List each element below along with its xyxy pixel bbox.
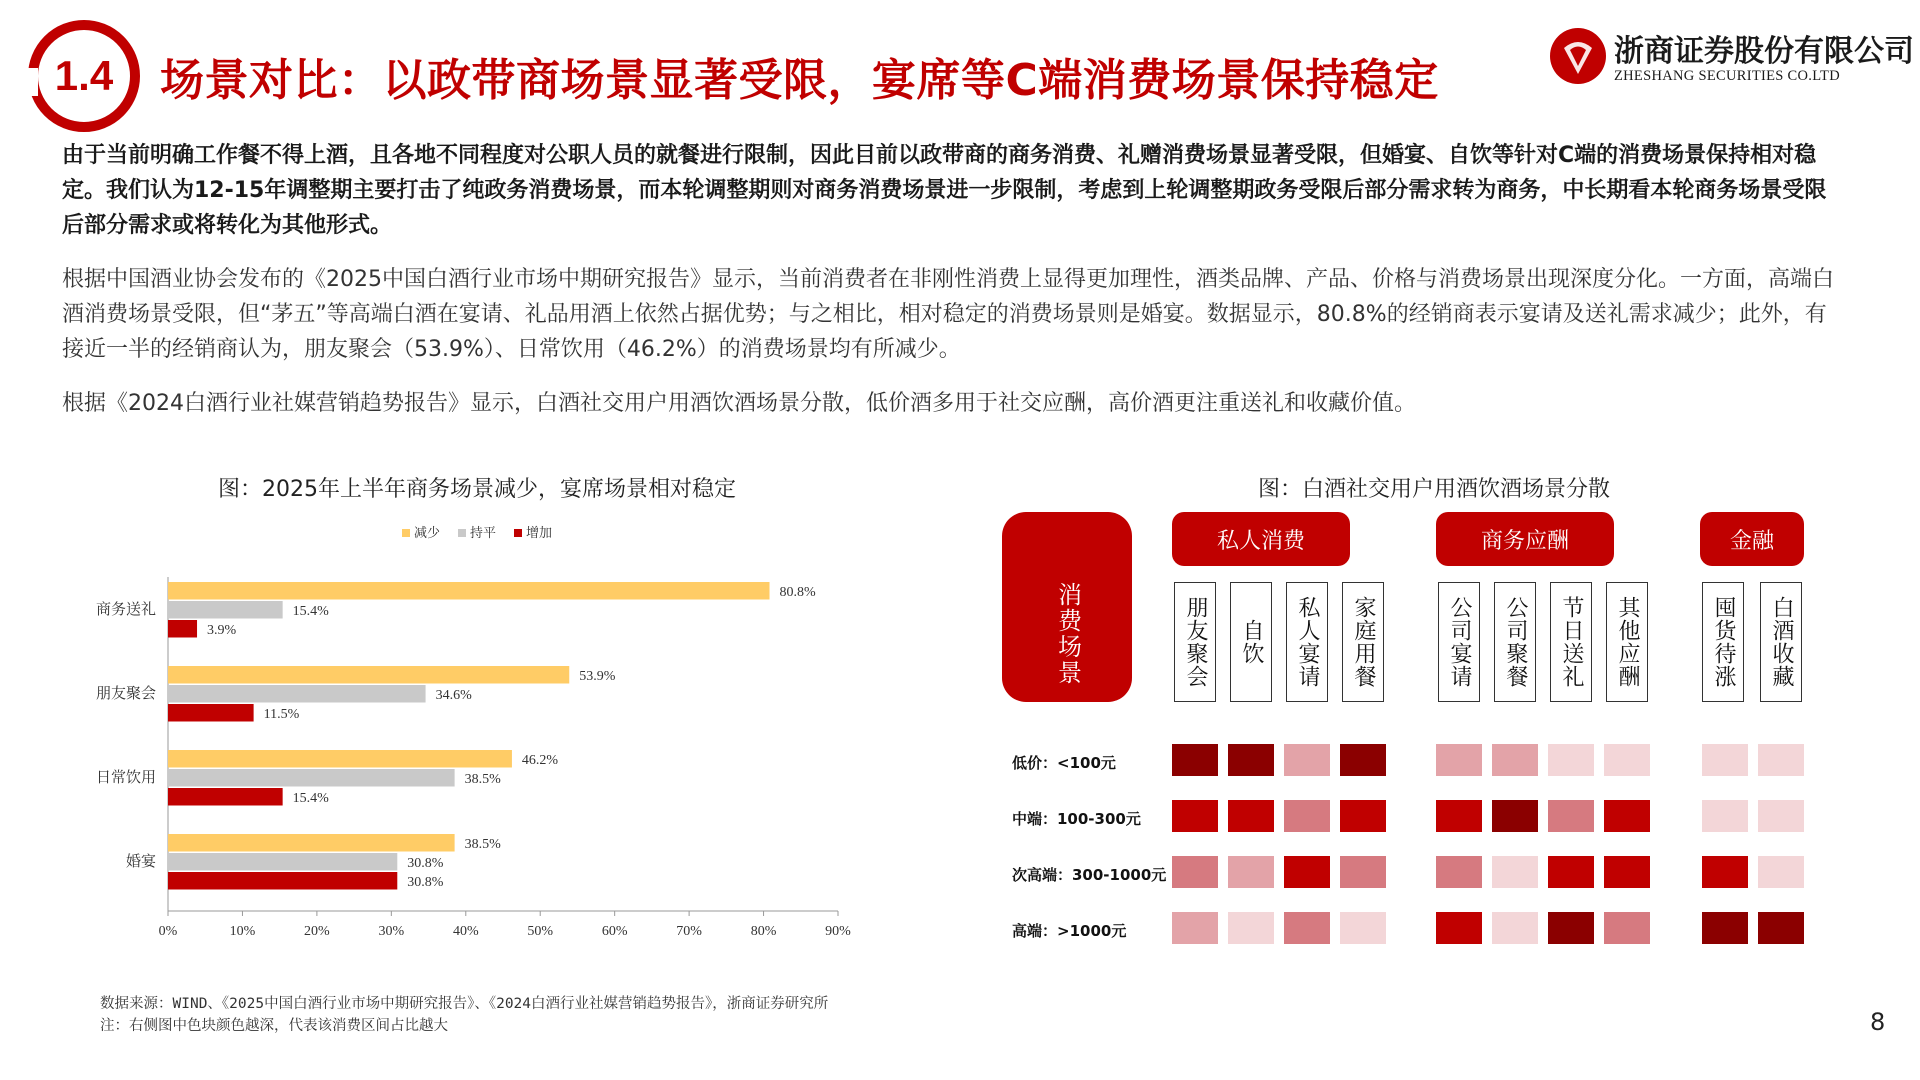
scene-label: 节日送礼 <box>1559 596 1584 688</box>
data-label: 11.5% <box>263 707 300 722</box>
scene-label: 朋友聚会 <box>1183 596 1208 688</box>
legend-swatch-0 <box>402 529 410 537</box>
scene-label: 公司聚餐 <box>1503 596 1528 688</box>
intensity-cell <box>1284 912 1330 944</box>
x-tick-label: 90% <box>825 924 851 939</box>
bar-持平 <box>168 853 397 871</box>
intensity-cell <box>1492 744 1538 776</box>
scene-label: 私人宴请 <box>1295 596 1320 688</box>
intensity-cell <box>1172 856 1218 888</box>
intensity-cell <box>1702 912 1748 944</box>
intensity-cell <box>1172 800 1218 832</box>
intensity-cell <box>1284 744 1330 776</box>
intensity-cell <box>1604 912 1650 944</box>
bar-chart <box>60 515 880 945</box>
page-title: 场景对比：以政带商场景显著受限，宴席等C端消费场景保持稳定 <box>160 55 1439 106</box>
intensity-cell <box>1340 800 1386 832</box>
section-number-badge <box>28 20 140 132</box>
diagram-title: 图：白酒社交用户用酒饮酒场景分散 <box>1258 477 1611 502</box>
x-tick-label: 70% <box>676 924 702 939</box>
x-tick-label: 80% <box>750 924 777 939</box>
category-label: 婚宴 <box>125 852 156 870</box>
price-level-sub-high: 次高端：300-1000元 <box>1012 866 1167 884</box>
price-level-low: 低价：<100元 <box>1012 754 1116 772</box>
x-tick-label: 40% <box>452 924 479 939</box>
intensity-cell <box>1436 800 1482 832</box>
data-label: 3.9% <box>207 623 237 638</box>
bar-增加 <box>168 872 397 890</box>
scene-holiday-gift <box>1550 582 1592 702</box>
intensity-cell <box>1758 856 1804 888</box>
intensity-cell <box>1758 800 1804 832</box>
intensity-cell <box>1340 856 1386 888</box>
data-label: 30.8% <box>407 856 444 871</box>
scene-label: 家庭用餐 <box>1351 596 1376 688</box>
intensity-cell <box>1284 856 1330 888</box>
intensity-cell <box>1492 856 1538 888</box>
intensity-cell <box>1604 744 1650 776</box>
bar-减少 <box>168 750 512 768</box>
intensity-cell <box>1548 856 1594 888</box>
summary-paragraph: 由于当前明确工作餐不得上酒，且各地不同程度对公职人员的就餐进行限制，因此目前以政带商的商务消费、礼赠消费场景显著受限，但婚宴、自饮等针对C端的消费场景保持相对稳定。我们认为12-15年调整期主要打击了纯政务消费场景，而本轮调整期则对商务消费场景进一步限制，考虑到上轮调整期政务受限后部分需求转为商务，中长期看本轮商务场景受限后部分需求或将转化为其他形式。 <box>62 143 1827 238</box>
scene-label: 公司宴请 <box>1447 596 1472 688</box>
intensity-cell <box>1228 912 1274 944</box>
scene-private-banquet <box>1286 582 1328 702</box>
bar-持平 <box>168 769 455 787</box>
intensity-cell <box>1548 800 1594 832</box>
company-name-cn: 浙商证券股份有限公司 <box>1614 34 1914 69</box>
intensity-cell <box>1758 744 1804 776</box>
intensity-cell <box>1436 744 1482 776</box>
intensity-cell <box>1492 800 1538 832</box>
data-label: 38.5% <box>464 772 501 787</box>
intensity-cell <box>1702 800 1748 832</box>
bar-持平 <box>168 685 426 703</box>
category-business-entertainment: 商务应酬 <box>1436 512 1614 566</box>
company-logo-icon <box>1550 28 1606 84</box>
intensity-cell <box>1604 856 1650 888</box>
category-finance: 金融 <box>1700 512 1804 566</box>
bar-增加 <box>168 620 197 638</box>
intensity-cell <box>1436 912 1482 944</box>
legend-label-0: 减少 <box>414 526 441 541</box>
intensity-cell <box>1284 800 1330 832</box>
scene-company-banquet <box>1438 582 1480 702</box>
x-tick-label: 20% <box>304 924 330 939</box>
data-label: 30.8% <box>407 875 444 890</box>
company-name-en: ZHESHANG SECURITIES CO.LTD <box>1614 68 1840 84</box>
intensity-cell <box>1702 856 1748 888</box>
consumption-scene-text: 消费场景 <box>1053 582 1082 686</box>
scene-other-entertainment <box>1606 582 1648 702</box>
scene-label: 囤货待涨 <box>1711 596 1736 688</box>
data-label: 53.9% <box>579 669 616 684</box>
footnote: 注：右侧图中色块颜色越深，代表该消费区间占比越大 <box>100 1018 448 1034</box>
intensity-cell <box>1702 744 1748 776</box>
bar-减少 <box>168 666 569 684</box>
data-label: 38.5% <box>464 837 501 852</box>
intensity-cell <box>1340 744 1386 776</box>
body-paragraph-1: 根据中国酒业协会发布的《2025中国白酒行业市场中期研究报告》显示，当前消费者在非刚性消费上显得更加理性，酒类品牌、产品、价格与消费场景出现深度分化。一方面，高端白酒消费场景受限，但“茅五”等高端白酒在宴请、礼品用酒上依然占据优势；与之相比，相对稳定的消费场景则是婚宴。数据显示，80.8%的经销商表示宴请及送礼需求减少；此外，有接近一半的经销商认为，朋友聚会（53.9%）、日常饮用（46.2%）的消费场景均有所减少。 <box>62 267 1834 362</box>
body-paragraph-2: 根据《2024白酒行业社媒营销趋势报告》显示，白酒社交用户用酒饮酒场景分散，低价酒多用于社交应酬，高价酒更注重送礼和收藏价值。 <box>62 391 1416 416</box>
intensity-cell <box>1436 856 1482 888</box>
bar-chart-title: 图：2025年上半年商务场景减少，宴席场景相对稳定 <box>218 477 736 502</box>
intensity-cell <box>1228 744 1274 776</box>
scene-company-dinner <box>1494 582 1536 702</box>
scene-hoarding <box>1702 582 1744 702</box>
bar-减少 <box>168 582 770 600</box>
intensity-cell <box>1228 800 1274 832</box>
data-label: 46.2% <box>521 753 559 768</box>
bar-增加 <box>168 704 254 722</box>
intensity-cell <box>1492 912 1538 944</box>
x-tick-label: 30% <box>378 924 405 939</box>
bar-减少 <box>168 834 455 852</box>
data-label: 80.8% <box>779 585 816 600</box>
scene-collection <box>1760 582 1802 702</box>
category-private-consumption: 私人消费 <box>1172 512 1350 566</box>
category-label: 日常饮用 <box>95 768 156 786</box>
price-level-high: 高端：>1000元 <box>1012 922 1127 940</box>
price-level-mid: 中端：100-300元 <box>1012 810 1141 828</box>
scene-label: 自饮 <box>1239 619 1264 665</box>
intensity-cell <box>1548 744 1594 776</box>
intensity-cell <box>1228 856 1274 888</box>
x-tick-label: 60% <box>601 924 628 939</box>
legend-label-1: 持平 <box>470 526 497 541</box>
bar-增加 <box>168 788 283 806</box>
legend-swatch-1 <box>458 529 466 537</box>
intensity-cell <box>1340 912 1386 944</box>
x-tick-label: 0% <box>158 924 178 939</box>
scene-label: 白酒收藏 <box>1769 596 1794 688</box>
x-tick-label: 10% <box>229 924 256 939</box>
intensity-cell <box>1548 912 1594 944</box>
data-label: 15.4% <box>292 791 329 806</box>
legend-label-2: 增加 <box>526 526 553 541</box>
data-label: 15.4% <box>292 604 329 619</box>
category-label: 朋友聚会 <box>95 684 156 702</box>
consumption-scene-label <box>1002 512 1132 702</box>
logo-emblem-icon <box>1550 28 1606 84</box>
data-label: 34.6% <box>435 688 472 703</box>
legend-swatch-2 <box>514 529 522 537</box>
category-label: 商务送礼 <box>95 600 156 618</box>
scene-self-drinking <box>1230 582 1272 702</box>
scene-friends-gathering <box>1174 582 1216 702</box>
intensity-cell <box>1758 912 1804 944</box>
source-note: 数据来源：WIND、《2025中国白酒行业市场中期研究报告》、《2024白酒行业社媒营销趋势报告》，浙商证券研究所 <box>100 996 829 1012</box>
intensity-cell <box>1172 912 1218 944</box>
intensity-cell <box>1172 744 1218 776</box>
bar-持平 <box>168 601 283 619</box>
intensity-cell <box>1604 800 1650 832</box>
page-number: 8 <box>1870 1008 1886 1036</box>
section-number: 1.4 <box>54 52 114 99</box>
x-tick-label: 50% <box>527 924 554 939</box>
scene-family-meal <box>1342 582 1384 702</box>
scene-label: 其他应酬 <box>1615 596 1640 688</box>
